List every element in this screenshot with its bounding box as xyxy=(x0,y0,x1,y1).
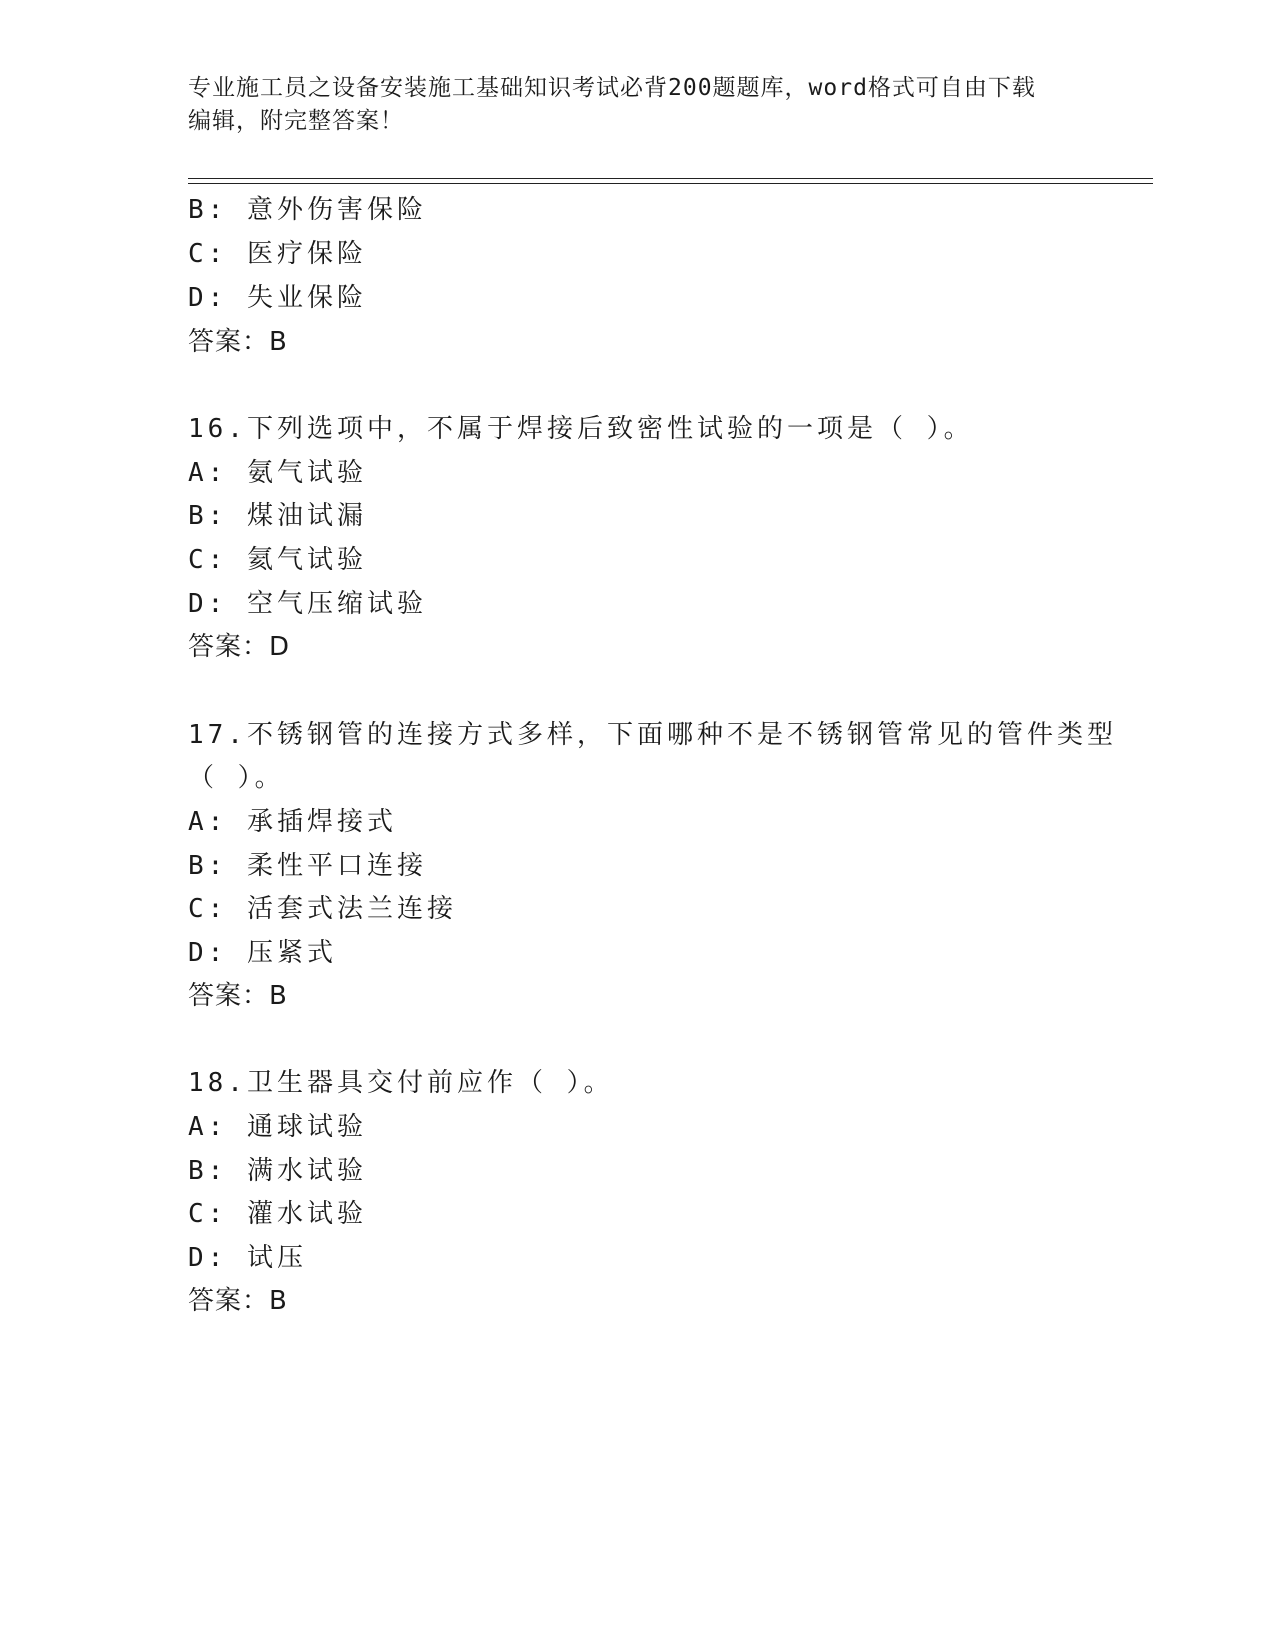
q16-option-d: D: 空气压缩试验 xyxy=(188,589,427,619)
q18-answer: 答案：B xyxy=(188,1286,288,1316)
q17-question-line-2: （ ）。 xyxy=(188,763,285,793)
q17-option-d: D: 压紧式 xyxy=(188,938,337,968)
q16-question: 16.下列选项中，不属于焊接后致密性试验的一项是（ ）。 xyxy=(188,414,974,444)
q16-option-b: B: 煤油试漏 xyxy=(188,501,367,531)
q18-option-c: C: 灌水试验 xyxy=(188,1199,367,1229)
q18-option-b: B: 满水试验 xyxy=(188,1156,367,1186)
header-title-line-2: 编辑，附完整答案！ xyxy=(188,108,404,134)
q17-question-line-1: 17.不锈钢管的连接方式多样，下面哪种不是不锈钢管常见的管件类型 xyxy=(188,720,1117,750)
q16-answer: 答案：D xyxy=(188,632,291,662)
header-divider-bottom xyxy=(188,183,1153,184)
q15-option-c: C: 医疗保险 xyxy=(188,239,367,269)
q18-option-d: D: 试压 xyxy=(188,1243,307,1273)
q17-answer: 答案：B xyxy=(188,981,288,1011)
q15-option-b: B: 意外伤害保险 xyxy=(188,195,427,225)
q17-option-c: C: 活套式法兰连接 xyxy=(188,894,457,924)
q16-option-a: A: 氨气试验 xyxy=(188,458,367,488)
q15-answer: 答案：B xyxy=(188,327,288,357)
q16-option-c: C: 氦气试验 xyxy=(188,545,367,575)
q15-option-d: D: 失业保险 xyxy=(188,283,367,313)
header-title-line-1: 专业施工员之设备安装施工基础知识考试必背200题题库，word格式可自由下载 xyxy=(188,75,1036,101)
q18-question: 18.卫生器具交付前应作（ ）。 xyxy=(188,1068,614,1098)
document-header xyxy=(188,72,1088,138)
q17-option-b: B: 柔性平口连接 xyxy=(188,851,427,881)
header-divider-top xyxy=(188,178,1153,179)
q18-option-a: A: 通球试验 xyxy=(188,1112,367,1142)
q17-option-a: A: 承插焊接式 xyxy=(188,807,397,837)
